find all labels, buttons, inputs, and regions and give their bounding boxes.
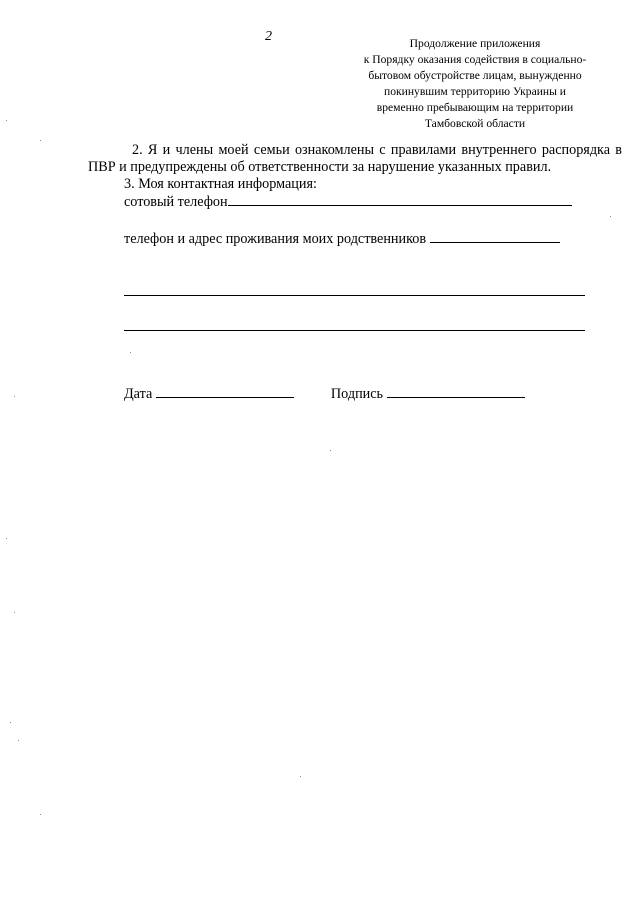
signature-row bbox=[124, 385, 525, 403]
header-line: бытовом обустройстве лицам, вынужденно bbox=[368, 69, 582, 82]
relatives-row bbox=[88, 230, 622, 248]
scan-speck bbox=[610, 216, 611, 217]
mobile-phone-blank[interactable] bbox=[228, 193, 572, 206]
scan-speck bbox=[300, 776, 301, 777]
header-line: Продолжение приложения bbox=[409, 37, 541, 50]
header-line: Тамбовской области bbox=[424, 117, 526, 130]
mobile-phone-row bbox=[88, 193, 622, 211]
header-line: покинувшим территорию Украины и bbox=[383, 85, 567, 98]
signature-label: Подпись bbox=[330, 386, 384, 402]
scan-speck bbox=[10, 722, 11, 723]
relatives-label: телефон и адрес проживания моих родственников bbox=[124, 231, 427, 247]
appendix-header bbox=[360, 36, 590, 132]
scan-speck bbox=[14, 612, 15, 613]
header-line: к Порядку оказания содействия в социально- bbox=[363, 53, 587, 66]
scan-speck bbox=[130, 352, 131, 353]
mobile-phone-label: сотовый телефон bbox=[124, 194, 228, 210]
scan-speck bbox=[18, 740, 19, 741]
section-2-paragraph: 2. Я и члены моей семьи ознакомлены с правилами внутреннего распорядка в ПВР и предупреждены об ответственности за нарушение указанных правил. bbox=[88, 142, 622, 175]
scan-speck bbox=[14, 396, 15, 397]
relatives-blank-line[interactable] bbox=[124, 330, 585, 331]
signature-blank[interactable] bbox=[387, 385, 525, 398]
scan-speck bbox=[40, 140, 41, 141]
section-3-title: 3. Моя контактная информация: bbox=[124, 176, 317, 192]
scan-speck bbox=[40, 814, 41, 815]
scan-speck bbox=[6, 538, 7, 539]
date-blank[interactable] bbox=[156, 385, 294, 398]
page-number: 2 bbox=[265, 29, 272, 44]
scan-speck bbox=[6, 120, 7, 121]
scan-speck bbox=[330, 450, 331, 451]
relatives-blank-line[interactable] bbox=[124, 295, 585, 296]
relatives-blank[interactable] bbox=[430, 230, 560, 243]
document-body bbox=[88, 142, 622, 248]
header-line: временно пребывающим на территории bbox=[376, 101, 574, 114]
date-label: Дата bbox=[124, 386, 153, 402]
